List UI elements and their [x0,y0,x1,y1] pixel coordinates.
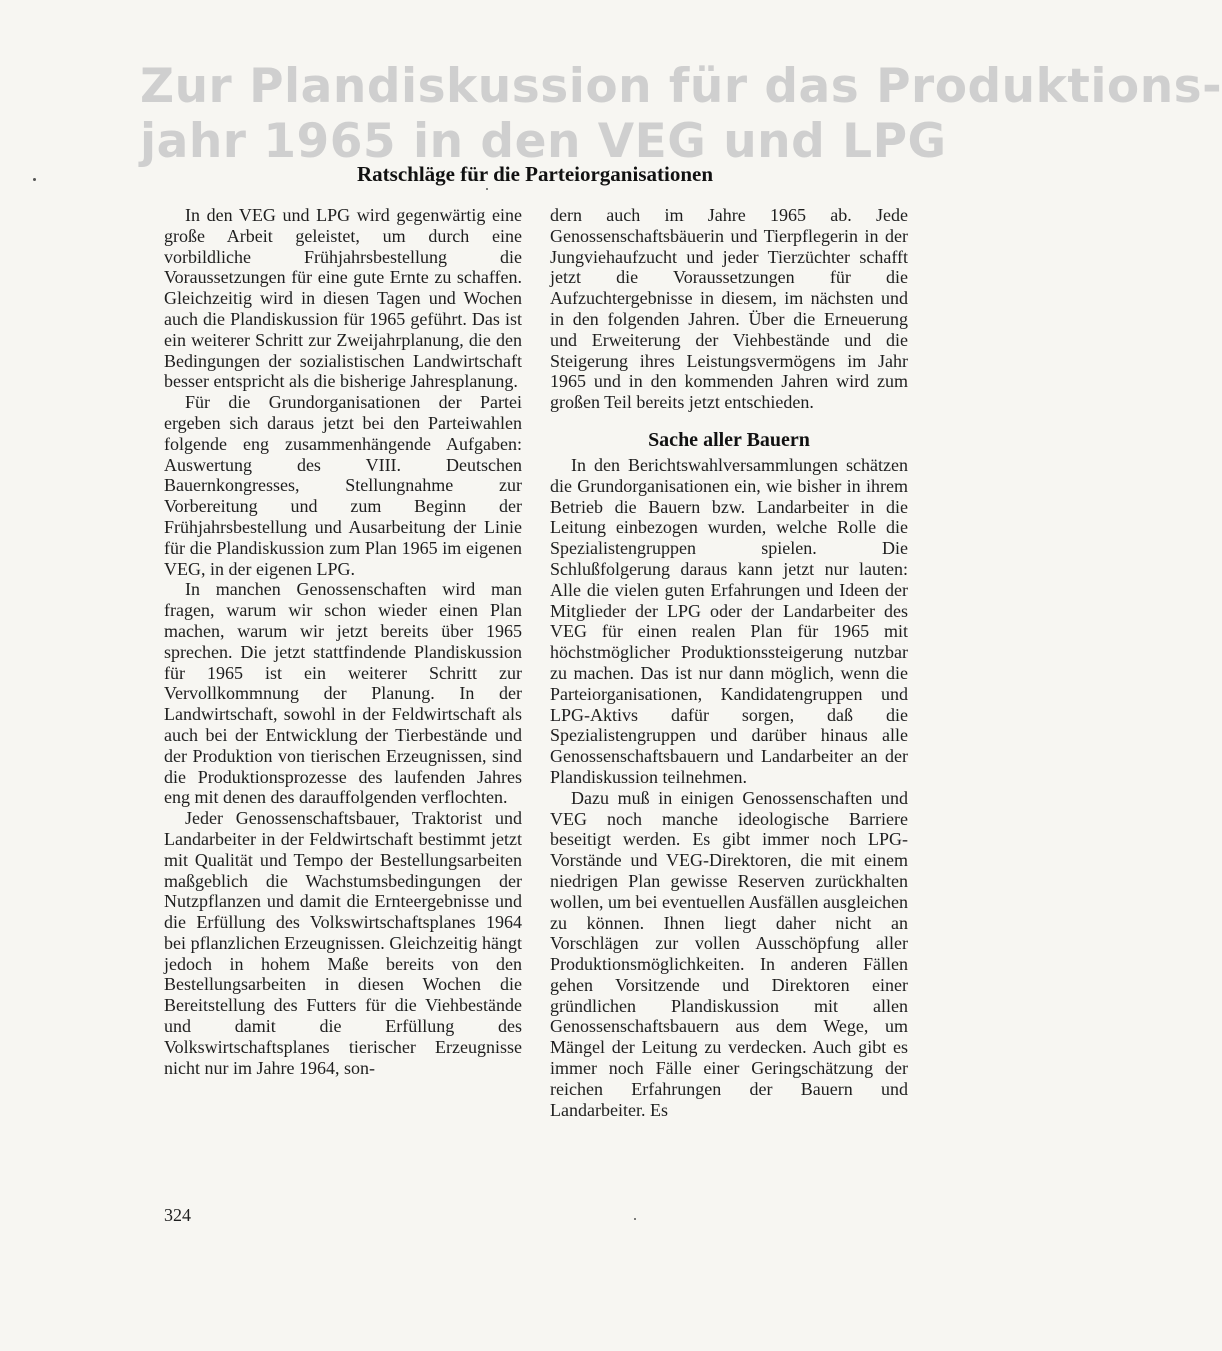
section-heading: Sache aller Bauern [648,428,810,451]
right-column [550,205,908,1120]
article-title-line-1: Zur Plandiskussion für das Produktions- [140,59,1222,114]
scan-speck [634,1218,636,1220]
paragraph: In manchen Genossenschaften wird man fragen, warum wir schon wieder einen Plan machen, warum wir jetzt bereits über 1965 sprechen. Die jetzt stattfindende Plandiskussion für 1965 ist ein weiterer Schritt zur Vervollkommnung der Planung. In der Landwirtschaft, sowohl in der Feldwirtschaft als auch bei der Entwicklung der Tierbestände und der Produktion von tierischen Erzeugnissen, sind die Produktionsprozesse des laufenden Jahres eng mit denen des darauffolgenden verflochten. [164,579,522,808]
paragraph: Jeder Genossenschaftsbauer, Traktorist und Landarbeiter in der Feldwirtschaft bestimmt jetzt mit Qualität und Tempo der Bestellungsarbeiten maßgeblich die Wachstumsbedingungen der Nutzpflanzen und damit die Ernteergebnisse und die Erfüllung des Volkswirtschaftsplanes 1964 bei pflanzlichen Erzeugnissen. Gleichzeitig hängt jedoch in hohem Maße bereits von den Bestellungsarbeiten in diesen Wochen die Bereitstellung des Futters für die Viehbestände und damit die Erfüllung des Volkswirtschaftsplanes tierischer Erzeugnisse nicht nur im Jahre 1964, son- [164,808,522,1078]
page-number: 324 [164,1205,191,1225]
article-subtitle: Ratschläge für die Parteiorganisationen [357,162,713,186]
scan-speck [486,188,488,190]
paragraph: In den Berichtswahlversammlungen schätzen die Grundorganisationen ein, wie bisher in ihrem Betrieb die Bauern bzw. Landarbeiter in die Leitung einbezogen wurden, welche Rolle die Spezialistengruppen spielen. Die Schlußfolgerung daraus kann jetzt nur lauten: Alle die vielen guten Erfahrungen und Ideen der Mitglieder der LPG oder der Landarbeiter des VEG für einen realen Plan für 1965 mit höchstmöglicher Produktionssteigerung nutzbar zu machen. Das ist nur dann möglich, wenn die Parteiorganisationen, Kandidatengruppen und LPG-Aktivs dafür sorgen, daß die Spezialistengruppen und darüber hinaus alle Genossenschaftsbauern und Landarbeiter an der Plandiskussion teilnehmen. [550,454,908,787]
scan-speck [33,178,36,181]
paragraph-continued: dern auch im Jahre 1965 ab. Jede Genossenschaftsbäuerin und Tierpflegerin in der Jungviehaufzucht und jeder Tierzüchter schafft jetzt die Voraussetzungen für die Aufzuchtergebnisse in diesem, im nächsten und in den folgenden Jahren. Über die Erneuerung und Erweiterung der Viehbestände und die Steigerung ihres Leistungsvermögens im Jahr 1965 und in den kommenden Jahren wird zum großen Teil bereits jetzt entschieden. [550,205,908,413]
article-title-line-2: jahr 1965 in den VEG und LPG [140,114,947,169]
paragraph: Für die Grundorganisationen der Partei ergeben sich daraus jetzt bei den Parteiwahlen folgende eng zusammenhängende Aufgaben: Auswertung des VIII. Deutschen Bauernkongresses, Stellungnahme zur Vorbereitung und zum Beginn der Frühjahrsbestellung und Ausarbeitung der Linie für die Plandiskussion zum Plan 1965 im eigenen VEG, in der eigenen LPG. [164,392,522,579]
paragraph: In den VEG und LPG wird gegenwärtig eine große Arbeit geleistet, um durch eine vorbildliche Frühjahrsbestellung die Voraussetzungen für eine gute Ernte zu schaffen. Gleichzeitig wird in diesen Tagen und Wochen auch die Plandiskussion für 1965 geführt. Das ist ein weiterer Schritt zur Zweijahrplanung, die den Bedingungen der sozialistischen Landwirtschaft besser entspricht als die bisherige Jahresplanung. [164,205,522,392]
paragraph: Dazu muß in einigen Genossenschaften und VEG noch manche ideologische Barriere beseitigt werden. Es gibt immer noch LPG-Vorstände und VEG-Direktoren, die mit einem niedrigen Plan gewisse Reserven zurückhalten wollen, um bei eventuellen Ausfällen ausgleichen zu können. Ihnen liegt daher nicht an Vorschlägen zur vollen Ausschöpfung aller Produktionsmöglichkeiten. In anderen Fällen gehen Vorsitzende und Direktoren einer gründlichen Plandiskussion mit allen Genossenschaftsbauern aus dem Wege, um Mängel der Leitung zu verdecken. Auch gibt es immer noch Fälle einer Geringschätzung der reichen Erfahrungen der Bauern und Landarbeiter. Es [550,787,908,1120]
left-column [164,205,522,1078]
